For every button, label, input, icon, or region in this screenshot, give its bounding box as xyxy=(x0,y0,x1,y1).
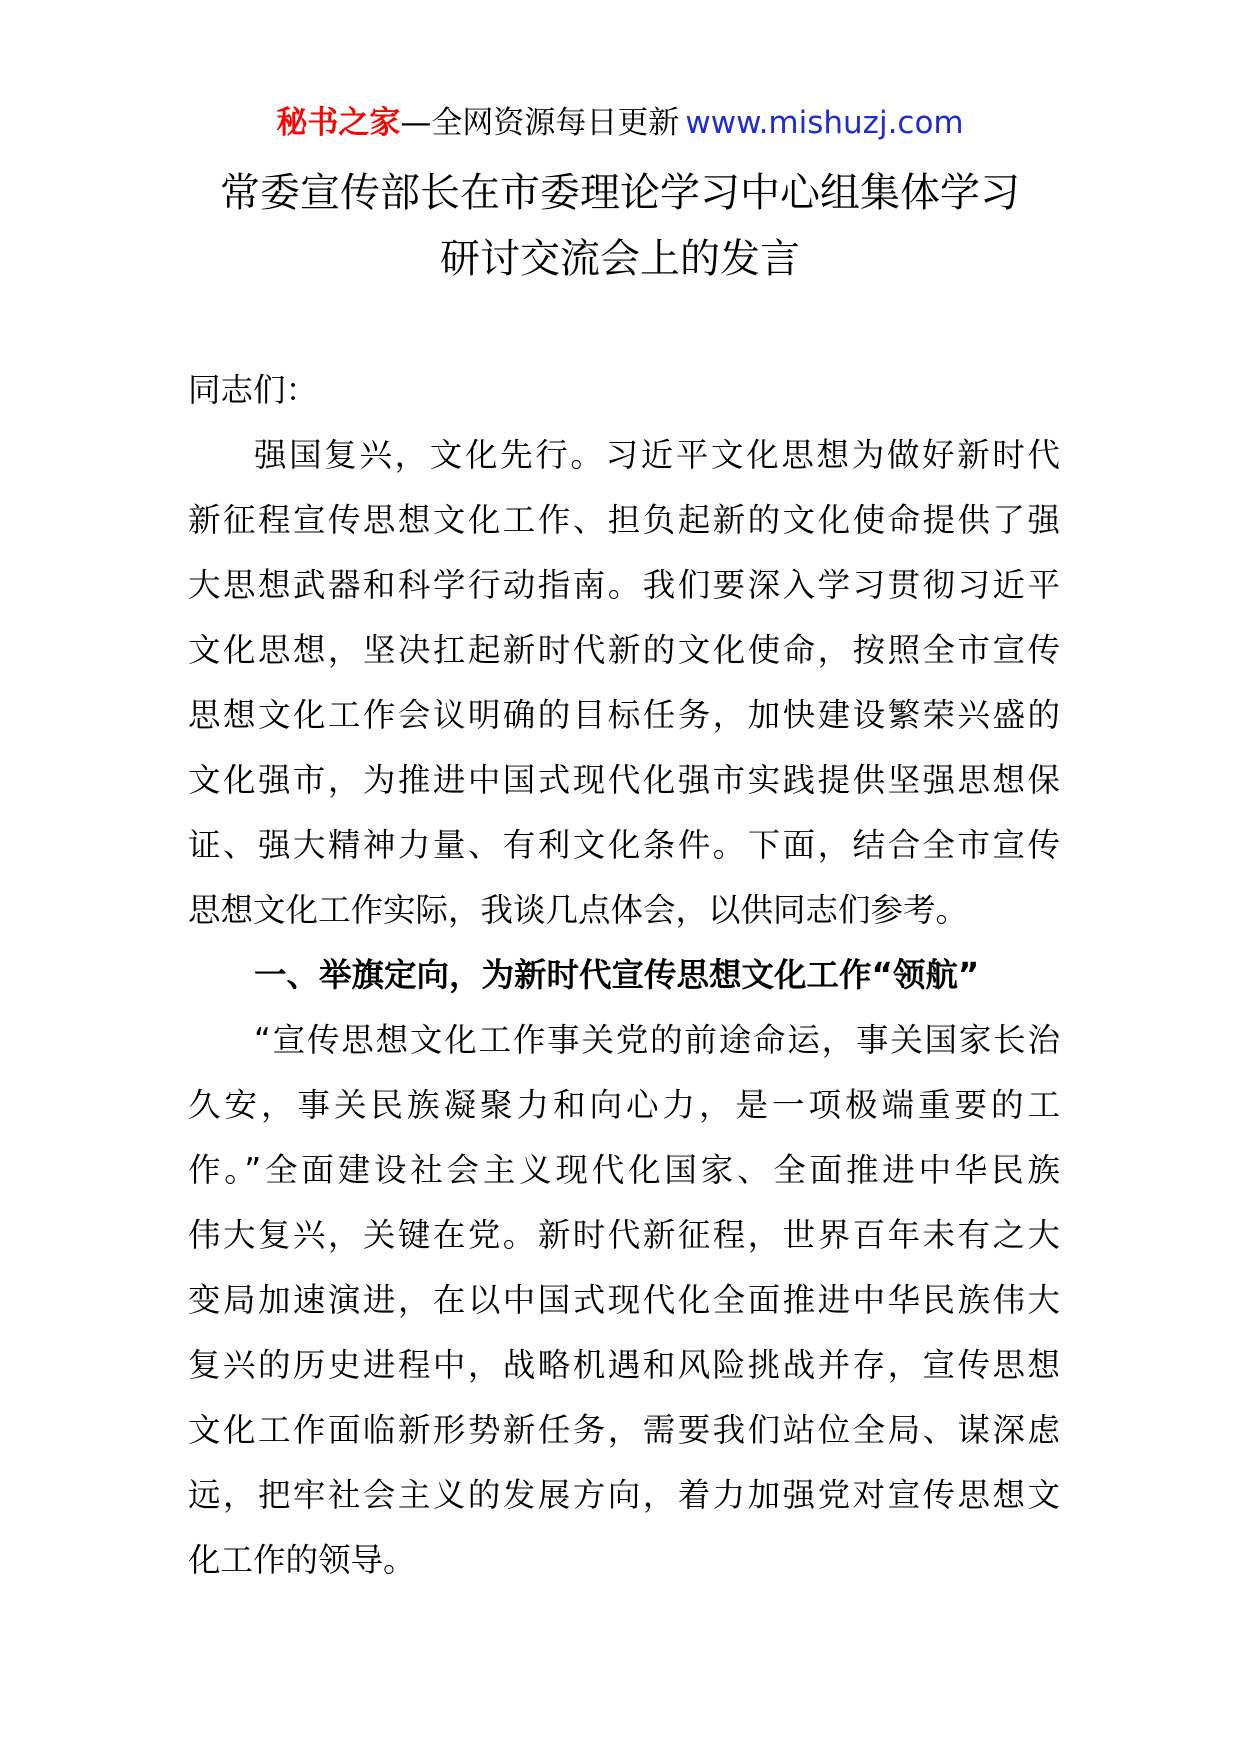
document-title xyxy=(150,160,1090,292)
title-line-1: 常委宣传部长在市委理论学习中心组集体学习 xyxy=(220,170,1020,216)
paragraph-line: 远，把牢社会主义的发展方向，着力加强党对宣传思想文 xyxy=(188,1476,1060,1514)
paragraph-line: 作。”全面建设社会主义现代化国家、全面推进中华民族 xyxy=(188,1151,1060,1189)
section-heading: 一、举旗定向，为新时代宣传思想文化工作“领航” xyxy=(254,956,980,994)
document-body xyxy=(188,358,1060,1593)
paragraph-section1 xyxy=(188,1008,1060,1593)
paragraph-line: 文化工作面临新形势新任务，需要我们站位全局、谋深虑 xyxy=(188,1411,1060,1449)
paragraph-line: 新征程宣传思想文化工作、担负起新的文化使命提供了强 xyxy=(188,501,1060,539)
paragraph-line: 伟大复兴，关键在党。新时代新征程，世界百年未有之大 xyxy=(188,1216,1060,1254)
paragraph-line: 文化思想，坚决扛起新时代新的文化使命，按照全市宣传 xyxy=(188,631,1060,669)
greeting: 同志们： xyxy=(188,371,319,409)
site-url-link[interactable]: www.mishuzj.com xyxy=(685,105,964,141)
paragraph-line: 复兴的历史进程中，战略机遇和风险挑战并存，宣传思想 xyxy=(188,1346,1060,1384)
paragraph-intro xyxy=(188,423,1060,943)
site-header xyxy=(0,100,1240,146)
paragraph-line: 强国复兴，文化先行。习近平文化思想为做好新时代 xyxy=(254,436,1060,474)
paragraph-line: “宣传思想文化工作事关党的前途命运，事关国家长治 xyxy=(254,1021,1060,1059)
paragraph-line: 思想文化工作实际，我谈几点体会，以供同志们参考。 xyxy=(188,891,969,929)
paragraph-line: 大思想武器和科学行动指南。我们要深入学习贯彻习近平 xyxy=(188,566,1060,604)
title-line-2: 研讨交流会上的发言 xyxy=(440,236,800,282)
paragraph-line: 变局加速演进，在以中国式现代化全面推进中华民族伟大 xyxy=(188,1281,1060,1319)
paragraph-line: 证、强大精神力量、有利文化条件。下面，结合全市宣传 xyxy=(188,826,1060,864)
paragraph-line: 化工作的领导。 xyxy=(188,1541,416,1579)
paragraph-line: 文化强市，为推进中国式现代化强市实践提供坚强思想保 xyxy=(188,761,1060,799)
paragraph-line: 思想文化工作会议明确的目标任务，加快建设繁荣兴盛的 xyxy=(188,696,1060,734)
paragraph-line: 久安，事关民族凝聚力和向心力，是一项极端重要的工 xyxy=(188,1086,1060,1124)
brand-name: 秘书之家 xyxy=(276,105,401,141)
brand-slogan: —全网资源每日更新 xyxy=(400,105,680,141)
